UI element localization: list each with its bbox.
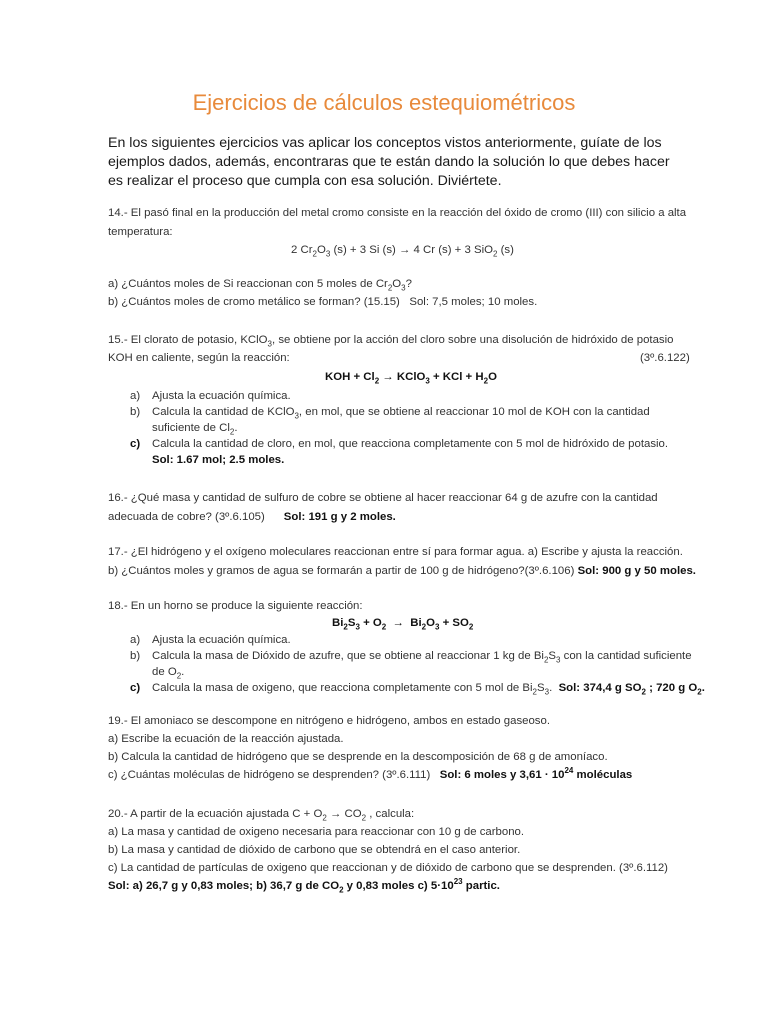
exercise-20	[108, 806, 708, 902]
exercise-text: 14.- El pasó final en la producción del metal cromo consiste en la reacción del óxido de cromo (III) con silicio a alta	[108, 207, 687, 219]
solution: Sol: 191 g y 2 moles.	[283, 511, 396, 523]
solution: Sol: 900 g y 50 moles.	[577, 565, 696, 577]
exercise-15	[108, 332, 708, 472]
solution: Sol: 7,5 moles; 10 moles.	[409, 296, 538, 308]
exercise-text: temperatura:	[108, 226, 173, 238]
exercise-text: adecuada de cobre? (3º.6.105) Sol: 191 g y 2 moles.	[108, 511, 396, 523]
question-b: Calcula la cantidad de KClO$_3$, en mol, que se obtiene al reaccionar 10 mol de KOH con la cantidad	[152, 406, 650, 421]
exercise-text: 16.- ¿Qué masa y cantidad de sulfuro de cobre se obtiene al hacer reaccionar 64 g de azufre con la cantidad	[108, 492, 658, 504]
solution: Sol: 1.67 mol; 2.5 moles.	[152, 454, 285, 466]
item-label: a)	[130, 390, 141, 402]
exercise-text: KOH en caliente, según la reacción:	[108, 352, 290, 364]
item-label: b)	[130, 650, 141, 662]
question-b-cont: de $O_2$.	[152, 666, 185, 681]
chemical-equation: $Bi_2S_3 + O_2 \to Bi_2O_3 + SO_2$	[332, 617, 474, 632]
exercise-16	[108, 490, 708, 530]
reference: (3º.6.122)	[640, 352, 690, 364]
question-a: a) La masa y cantidad de oxigeno necesaria para reaccionar con 10 g de carbono.	[108, 826, 525, 838]
question-b: Calcula la masa de Dióxido de azufre, que se obtiene al reaccionar 1 kg de $Bi_2S_3$ con la cantidad suficiente	[152, 650, 692, 665]
intro-line: es realizar el proceso que cumpla con esa solución. Diviértete.	[108, 173, 502, 189]
question-c: c) La cantidad de partículas de oxigeno que reaccionan y de dióxido de carbono que se desprenden. (3º.6.112)	[108, 862, 668, 874]
exercise-text: 15.- El clorato de potasio, KClO$_3$, se obtiene por la acción del cloro sobre una disolución de hidróxido de potasio	[108, 334, 674, 349]
item-label: a)	[130, 634, 141, 646]
page-title: Ejercicios de cálculos estequiométricos	[192, 90, 576, 115]
item-label: c)	[130, 682, 141, 694]
intro-paragraph	[108, 134, 696, 191]
intro-line: En los siguientes ejercicios vas aplicar los conceptos vistos anteriormente, guíate de los	[108, 135, 662, 151]
solution: Sol: 6 moles y $3,61 \cdot 10^{24}$ moléculas	[439, 766, 633, 781]
question-c: Calcula la masa de oxigeno, que reacciona completamente con 5 mol de $Bi_2S_3$. Sol: 374,4 g $SO_2$ ; 720 g $O_2$.	[152, 682, 705, 697]
question-c: c) ¿Cuántas moléculas de hidrógeno se desprenden? (3º.6.111) Sol: 6 moles y $3,61 \cdot 10^{24}$ moléculas	[108, 766, 633, 781]
chemical-equation: 2 $Cr_2O_3$ (s) + 3 Si (s) → 4 Cr (s) + 3 SiO$_2$ (s)	[291, 244, 514, 259]
question-b: b) La masa y cantidad de dióxido de carbono que se obtendrá en el caso anterior.	[108, 844, 521, 856]
question-b: b) Calcula la cantidad de hidrógeno que se desprende en la descomposición de 68 g de amoníaco.	[108, 751, 608, 763]
question-c: Calcula la cantidad de cloro, en mol, que reacciona completamente con 5 mol de hidróxido de potasio.	[152, 438, 669, 450]
item-label: c)	[130, 438, 141, 450]
exercise-text: 17.- ¿El hidrógeno y el oxígeno moleculares reaccionan entre sí para formar agua. a) Escribe y ajusta la reacción.	[108, 546, 683, 558]
question-a: Ajusta la ecuación química.	[152, 634, 291, 646]
question-a: Ajusta la ecuación química.	[152, 390, 291, 402]
question-b: b) ¿Cuántos moles de cromo metálico se forman? (15.15) Sol: 7,5 moles; 10 moles.	[108, 296, 538, 308]
exercise-text: 18.- En un horno se produce la siguiente reacción:	[108, 600, 363, 612]
solution: Sol: a) 26,7 g y 0,83 moles; b) 36,7 g de $CO_2$ y 0,83 moles c) $5\cdot 10^{23}$ partic.	[108, 877, 500, 895]
exercise-14	[108, 205, 708, 315]
item-label: b)	[130, 406, 141, 418]
exercise-text: 19.- El amoniaco se descompone en nitrógeno e hidrógeno, ambos en estado gaseoso.	[108, 715, 550, 727]
question-b-cont: suficiente de $Cl_2$.	[152, 422, 238, 437]
intro-line: ejemplos dados, además, encontraras que te están dando la solución lo que debes hacer	[108, 154, 670, 170]
exercise-19	[108, 713, 708, 789]
question-a: a) ¿Cuántos moles de Si reaccionan con 5 moles de $Cr_2O_3$?	[108, 278, 412, 293]
exercise-text: b) ¿Cuántos moles y gramos de agua se formarán a partir de 100 g de hidrógeno?(3º.6.106) Sol: 900 g y 50 moles.	[108, 565, 696, 577]
exercise-18	[108, 598, 708, 698]
solution: Sol: 374,4 g $SO_2$ ; 720 g $O_2$.	[558, 682, 705, 697]
exercise-17	[108, 544, 708, 584]
question-a: a) Escribe la ecuación de la reacción ajustada.	[108, 733, 344, 745]
exercise-text: 20.- A partir de la ecuación ajustada $C + O_2 \to CO_2$ , calcula:	[108, 808, 415, 823]
chemical-equation: KOH + $Cl_2$ → KClO$_3$ + KCl + $H_2O$	[325, 371, 497, 386]
